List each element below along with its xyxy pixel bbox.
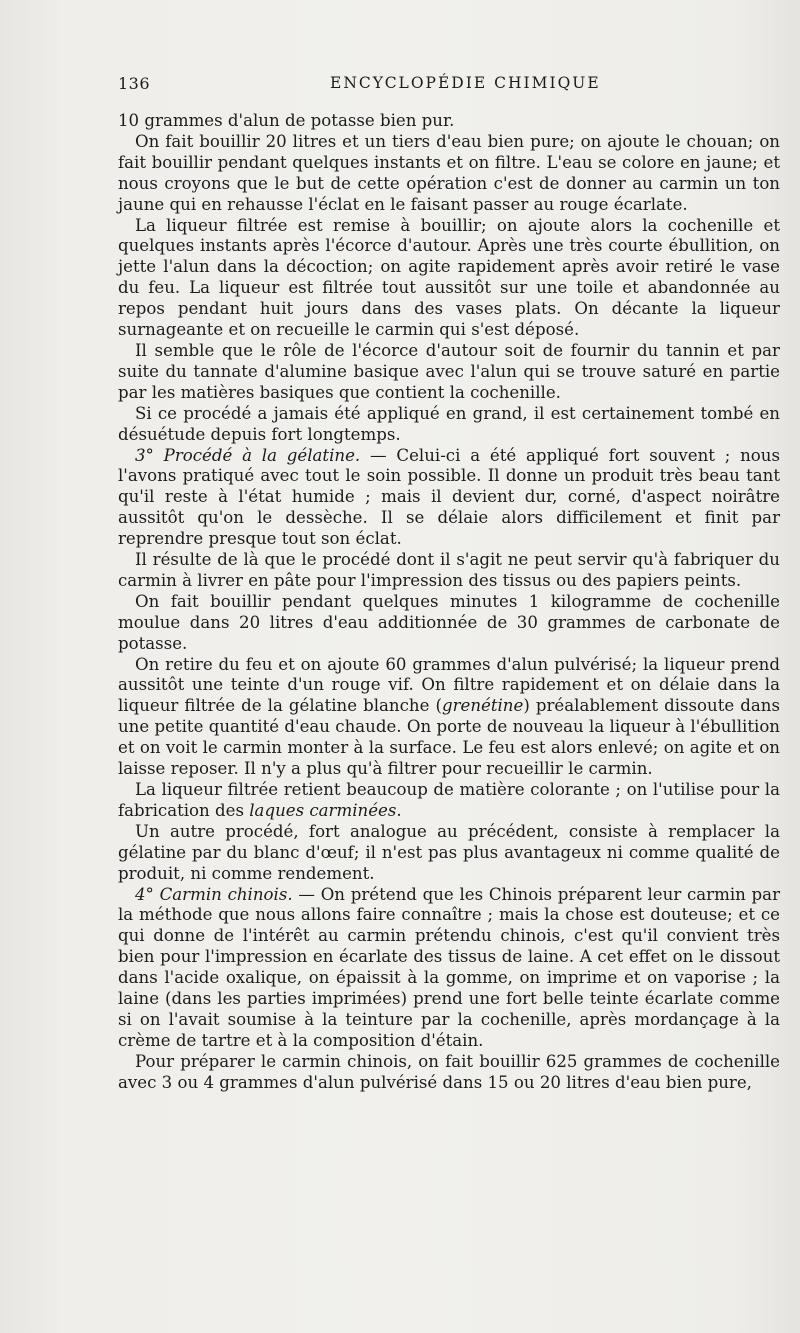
body-text [118,111,780,1094]
paragraph-text: Il résulte de là que le procédé dont il s'agit ne peut servir qu'à fabriquer du carmin à livrer en pâte pour l'impression des tissus ou des papiers peints. [118,550,780,590]
paragraph-text: Si ce procédé a jamais été appliqué en grand, il est certainement tombé en désuétude depuis fort longtemps. [118,403,780,444]
paragraph-text: Pour préparer le carmin chinois, on fait bouillir 625 grammes de cochenille avec 3 ou 4 grammes d'alun pulvérisé dans 15 ou 20 litres d'eau bien pure, [118,1051,780,1092]
paragraph-text: On fait bouillir pendant quelques minutes 1 kilogramme de cochenille moulue dans 20 litres d'eau additionnée de 30 grammes de carbonate de potasse. [118,591,780,653]
paragraph [118,822,780,885]
paragraph [118,550,780,592]
paragraph-text: On fait bouillir 20 litres et un tiers d'eau bien pure; on ajoute le chouan; on fait bouillir pendant quelques instants et on filtre. L'eau se colore en jaune; et nous croyons que le but de cette opération c'est de donner au carmin un ton jaune qui en rehausse l'éclat en le faisant passer au rouge écarlate. [118,131,780,214]
paragraph-text: ) préalablement dissoute dans une petite quantité d'eau chaude. On porte de nouveau la liqueur à l'ébullition et on voit le carmin monter à la surface. Le feu est alors enlevé; on agite et on laisse reposer. Il n'y a plus qu'à filtrer pour recueillir le carmin. [118,696,780,779]
italic-term: grenétine [441,696,524,716]
italic-term: laques carminées [249,800,397,820]
paragraph-text: — On prétend que les Chinois préparent leur carmin par la méthode que nous allons faire connaître ; mais la chose est douteuse; et ce qui donne de l'intérêt au carmin prétendu chinois, c'est qu'il convient très bien pour l'impression en écarlate des tissus de laine. A cet effet on le dissout dans l'acide oxalique, on épaissit à la gomme, on imprime et on vaporise ; la laine (dans les parties imprimées) prend une fort belle teinte écarlate comme si on l'avait soumise à la teinture par la cochenille, après mordançage à la crème de tartre et à la composition d'étain. [118,884,781,1050]
paragraph [118,216,780,341]
paragraph [118,132,780,216]
paragraph [118,404,780,446]
paragraph [118,780,780,822]
paragraph-text: Il semble que le rôle de l'écorce d'autour soit de fournir du tannin et par suite du tannate d'alumine basique avec l'alun qui se trouve saturé en partie par les matières basiques que contient la cochenille. [118,340,780,402]
paragraph-text: La liqueur filtrée est remise à bouillir; on ajoute alors la cochenille et quelques instants après l'écorce d'autour. Après une très courte ébullition, on jette l'alun dans la décoction; on agite rapidement après avoir retiré le vase du feu. La liqueur est filtrée tout aussitôt sur une toile et abandonnée au repos pendant huit jours dans des vases plats. On décante la liqueur surnageante et on recueille le carmin qui s'est déposé. [118,215,780,340]
paragraph-text: . [396,800,402,820]
section-heading: 4° Carmin chinois. [135,884,293,904]
page-number: 136 [118,74,151,93]
section-paragraph [118,446,780,551]
page-header [118,74,780,98]
paragraph [118,341,780,404]
section-paragraph [118,885,780,1052]
section-heading: 3° Procédé à la gélatine. [135,445,361,465]
paragraph [118,1052,780,1094]
paragraph [118,111,780,132]
paragraph-text: 10 grammes d'alun de potasse bien pur. [118,111,455,130]
paragraph-text: Un autre procédé, fort analogue au précédent, consiste à remplacer la gélatine par du blanc d'œuf; il n'est pas plus avantageux ni comme qualité de produit, ni comme rendement. [118,821,780,883]
running-title: ENCYCLOPÉDIE CHIMIQUE [330,74,601,92]
paragraph [118,655,780,780]
paragraph [118,592,780,655]
paragraph-text: La liqueur filtrée retient beaucoup de matière colorante ; on l'utilise pour la fabrication des [118,780,780,820]
paragraph-text: — Celui-ci a été appliqué fort souvent ; nous l'avons pratiqué avec tout le soin possible. Il donne un produit très beau tant qu'il reste à l'état humide ; mais il devient dur, corné, d'aspect noirâtre aussitôt qu'on le dessèche. Il se délaie alors difficilement et finit par reprendre presque tout son éclat. [118,445,781,549]
paragraph-text: On retire du feu et on ajoute 60 grammes d'alun pulvérisé; la liqueur prend aussitôt une teinte d'un rouge vif. On filtre rapidement et on délaie dans la liqueur filtrée de la gélatine blanche ( [118,654,780,716]
